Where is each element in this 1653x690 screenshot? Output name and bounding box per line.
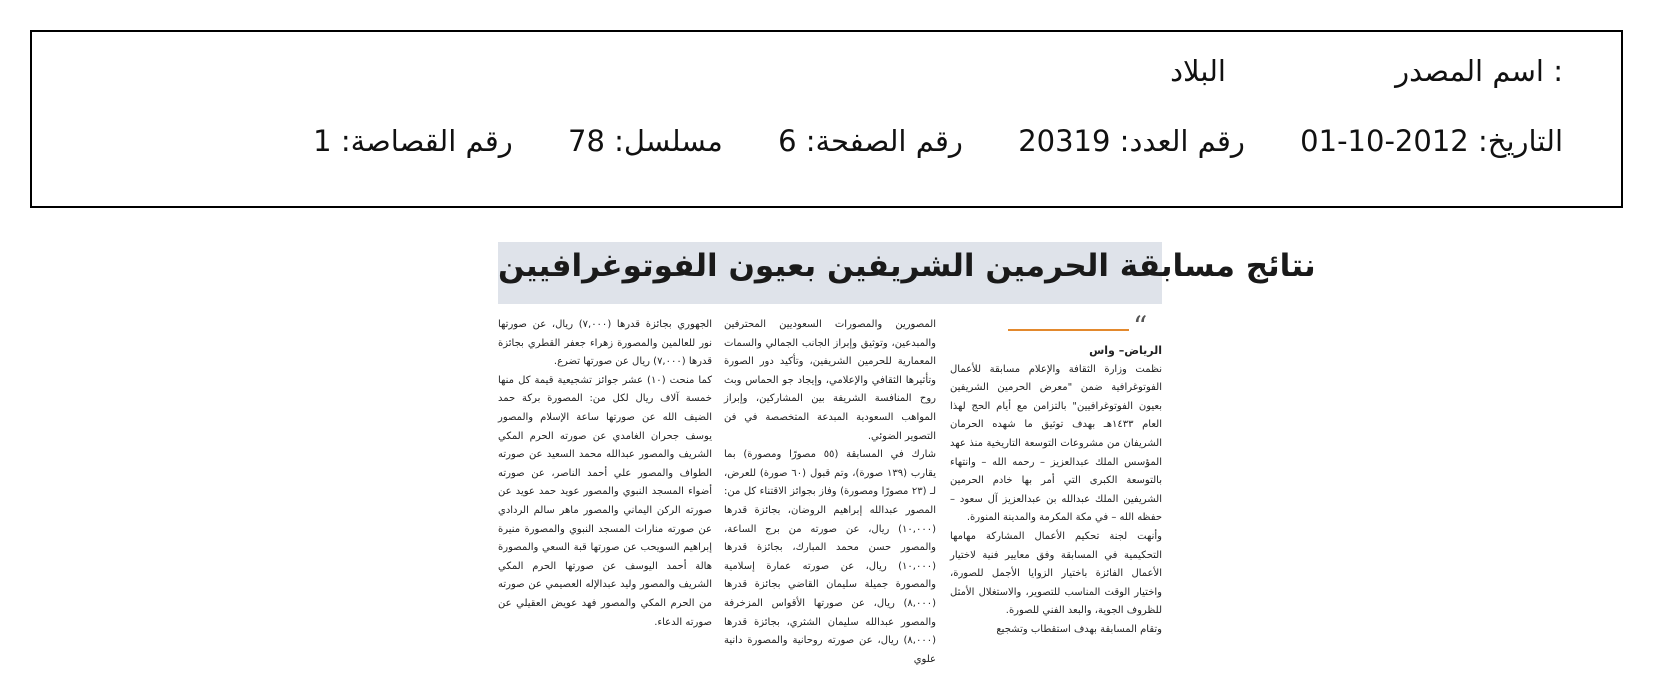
column-3-paragraph: الجهوري بجائزة قدرها (٧,٠٠٠) ريال، عن صورتها نور للعالمين والمصورة زهراء جعفر القطري بجائزة قدرها (٧,٠٠٠) ريال عن صورتها تضرع. bbox=[498, 319, 712, 368]
article-column-1 bbox=[950, 342, 1162, 640]
article-dateline: الرياض– واس bbox=[1089, 344, 1162, 357]
clipping-info-line: التاريخ: 2012-10-01 رقم العدد: 20319 رقم الصفحة: 6 مسلسل: 78 رقم القصاصة: 1 bbox=[313, 124, 1563, 158]
column-2-paragraph: شارك في المسابقة (٥٥ مصورًا ومصورة) بما يقارب (١٣٩ صورة)، وتم قبول (٦٠ صورة) للعرض، لـ (٢٣ مصورًا ومصورة) وفاز بجوائز الاقتناء كل من: المصور عبدالله إبراهيم الروضان، بجائزة قدرها (١٠,٠٠٠) ريال، عن صورته من برج الساعة، والمصور حسن محمد المبارك، بجائزة قدرها (١٠,٠٠٠) ريال، عن صورته عمارة إسلامية والمصورة جميلة سليمان القاضي بجائزة قدرها (٨,٠٠٠) ريال، عن صورتها الأقواس المزخرفة والمصور عبدالله سليمان الشثري، بجائزة قدرها (٨,٠٠٠) ريال، عن صورته روحانية والمصورة دانية علوي bbox=[724, 449, 937, 665]
column-1-paragraph: وتقام المسابقة بهدف استقطاب وتشجيع bbox=[996, 623, 1162, 635]
column-1-paragraph: نظمت وزارة الثقافة والإعلام مسابقة للأعمال الفوتوغرافية ضمن "معرض الحرمين الشريفين بعيون الفوتوغرافيين" بالتزامن مع أيام الحج لهذا العام ١٤٣٣هـ بهدف توثيق ما شهده الحرمان الشريفان من مشروعات التوسعة التاريخية منذ عهد المؤسس الملك عبدالعزيز – رحمه الله – وانتهاء بالتوسعة الكبرى التي أمر بها خادم الحرمين الشريفين الملك عبدالله بن عبدالعزيز آل سعود – حفظه الله – في مكة المكرمة والمدينة المنورة. bbox=[950, 363, 1162, 524]
column-2-paragraph: المصورين والمصورات السعوديين المحترفين والمبدعين، وتوثيق وإبراز الجانب الجمالي والسمات المعمارية للحرمين الشريفين، وتأكيد دور الصورة وتأثيرها الثقافي والإعلامي، وإيجاد جو الحماس وبث روح المنافسة الشريفة بين المشاركين، وإبراز المواهب السعودية المبدعة المتخصصة في فن التصوير الضوئي. bbox=[724, 319, 936, 442]
newspaper-clipping bbox=[498, 242, 1316, 665]
article-column-3 bbox=[498, 316, 712, 632]
article-title: نتائج مسابقة الحرمين الشريفين بعيون الفوتوغرافيين bbox=[498, 248, 1316, 284]
article-column-2 bbox=[724, 316, 936, 669]
decorative-rule bbox=[1008, 329, 1129, 331]
column-3-paragraph: كما منحت (١٠) عشر جوائز تشجيعية قيمة كل منها خمسة آلاف ريال لكل من: المصورة بركة حمد الضيف الله عن صورتها ساعة الإسلام والمصور يوسف جحران الغامدي عن صورته الحرم المكي الشريف والمصور عبدالله محمد السعيد عن صورته الطواف والمصور علي أحمد الناصر، عن صورته أضواء المسجد النبوي والمصور عويد حمد عويد عن صورته الركن اليماني والمصور ماهر سالم الردادي عن صورته منارات المسجد النبوي والمصورة منيرة إبراهيم السويحب عن صورتها قبة السعي والمصورة هالة أحمد اليوسف عن صورتها الحرم المكي الشريف والمصور وليد عبدالإله العصيمي عن صورته من الحرم المكي والمصور فهد عويض العقيلي عن صورته الدعاء. bbox=[498, 374, 712, 628]
quote-icon: “ bbox=[1133, 310, 1148, 343]
source-label: اسم المصدر : bbox=[1395, 54, 1563, 88]
clipping-metadata-box bbox=[30, 30, 1623, 208]
source-value: البلاد bbox=[1170, 54, 1226, 88]
column-1-paragraph: وأنهت لجنة تحكيم الأعمال المشاركة مهامها التحكيمية في المسابقة وفق معايير فنية لاختيار الأعمال الفائزة باختيار الزوايا الأجمل للصورة، واختيار الوقت المناسب للتصوير، والاستغلال الأمثل للظروف الجوية، والبعد الفني للصورة. bbox=[950, 530, 1162, 617]
